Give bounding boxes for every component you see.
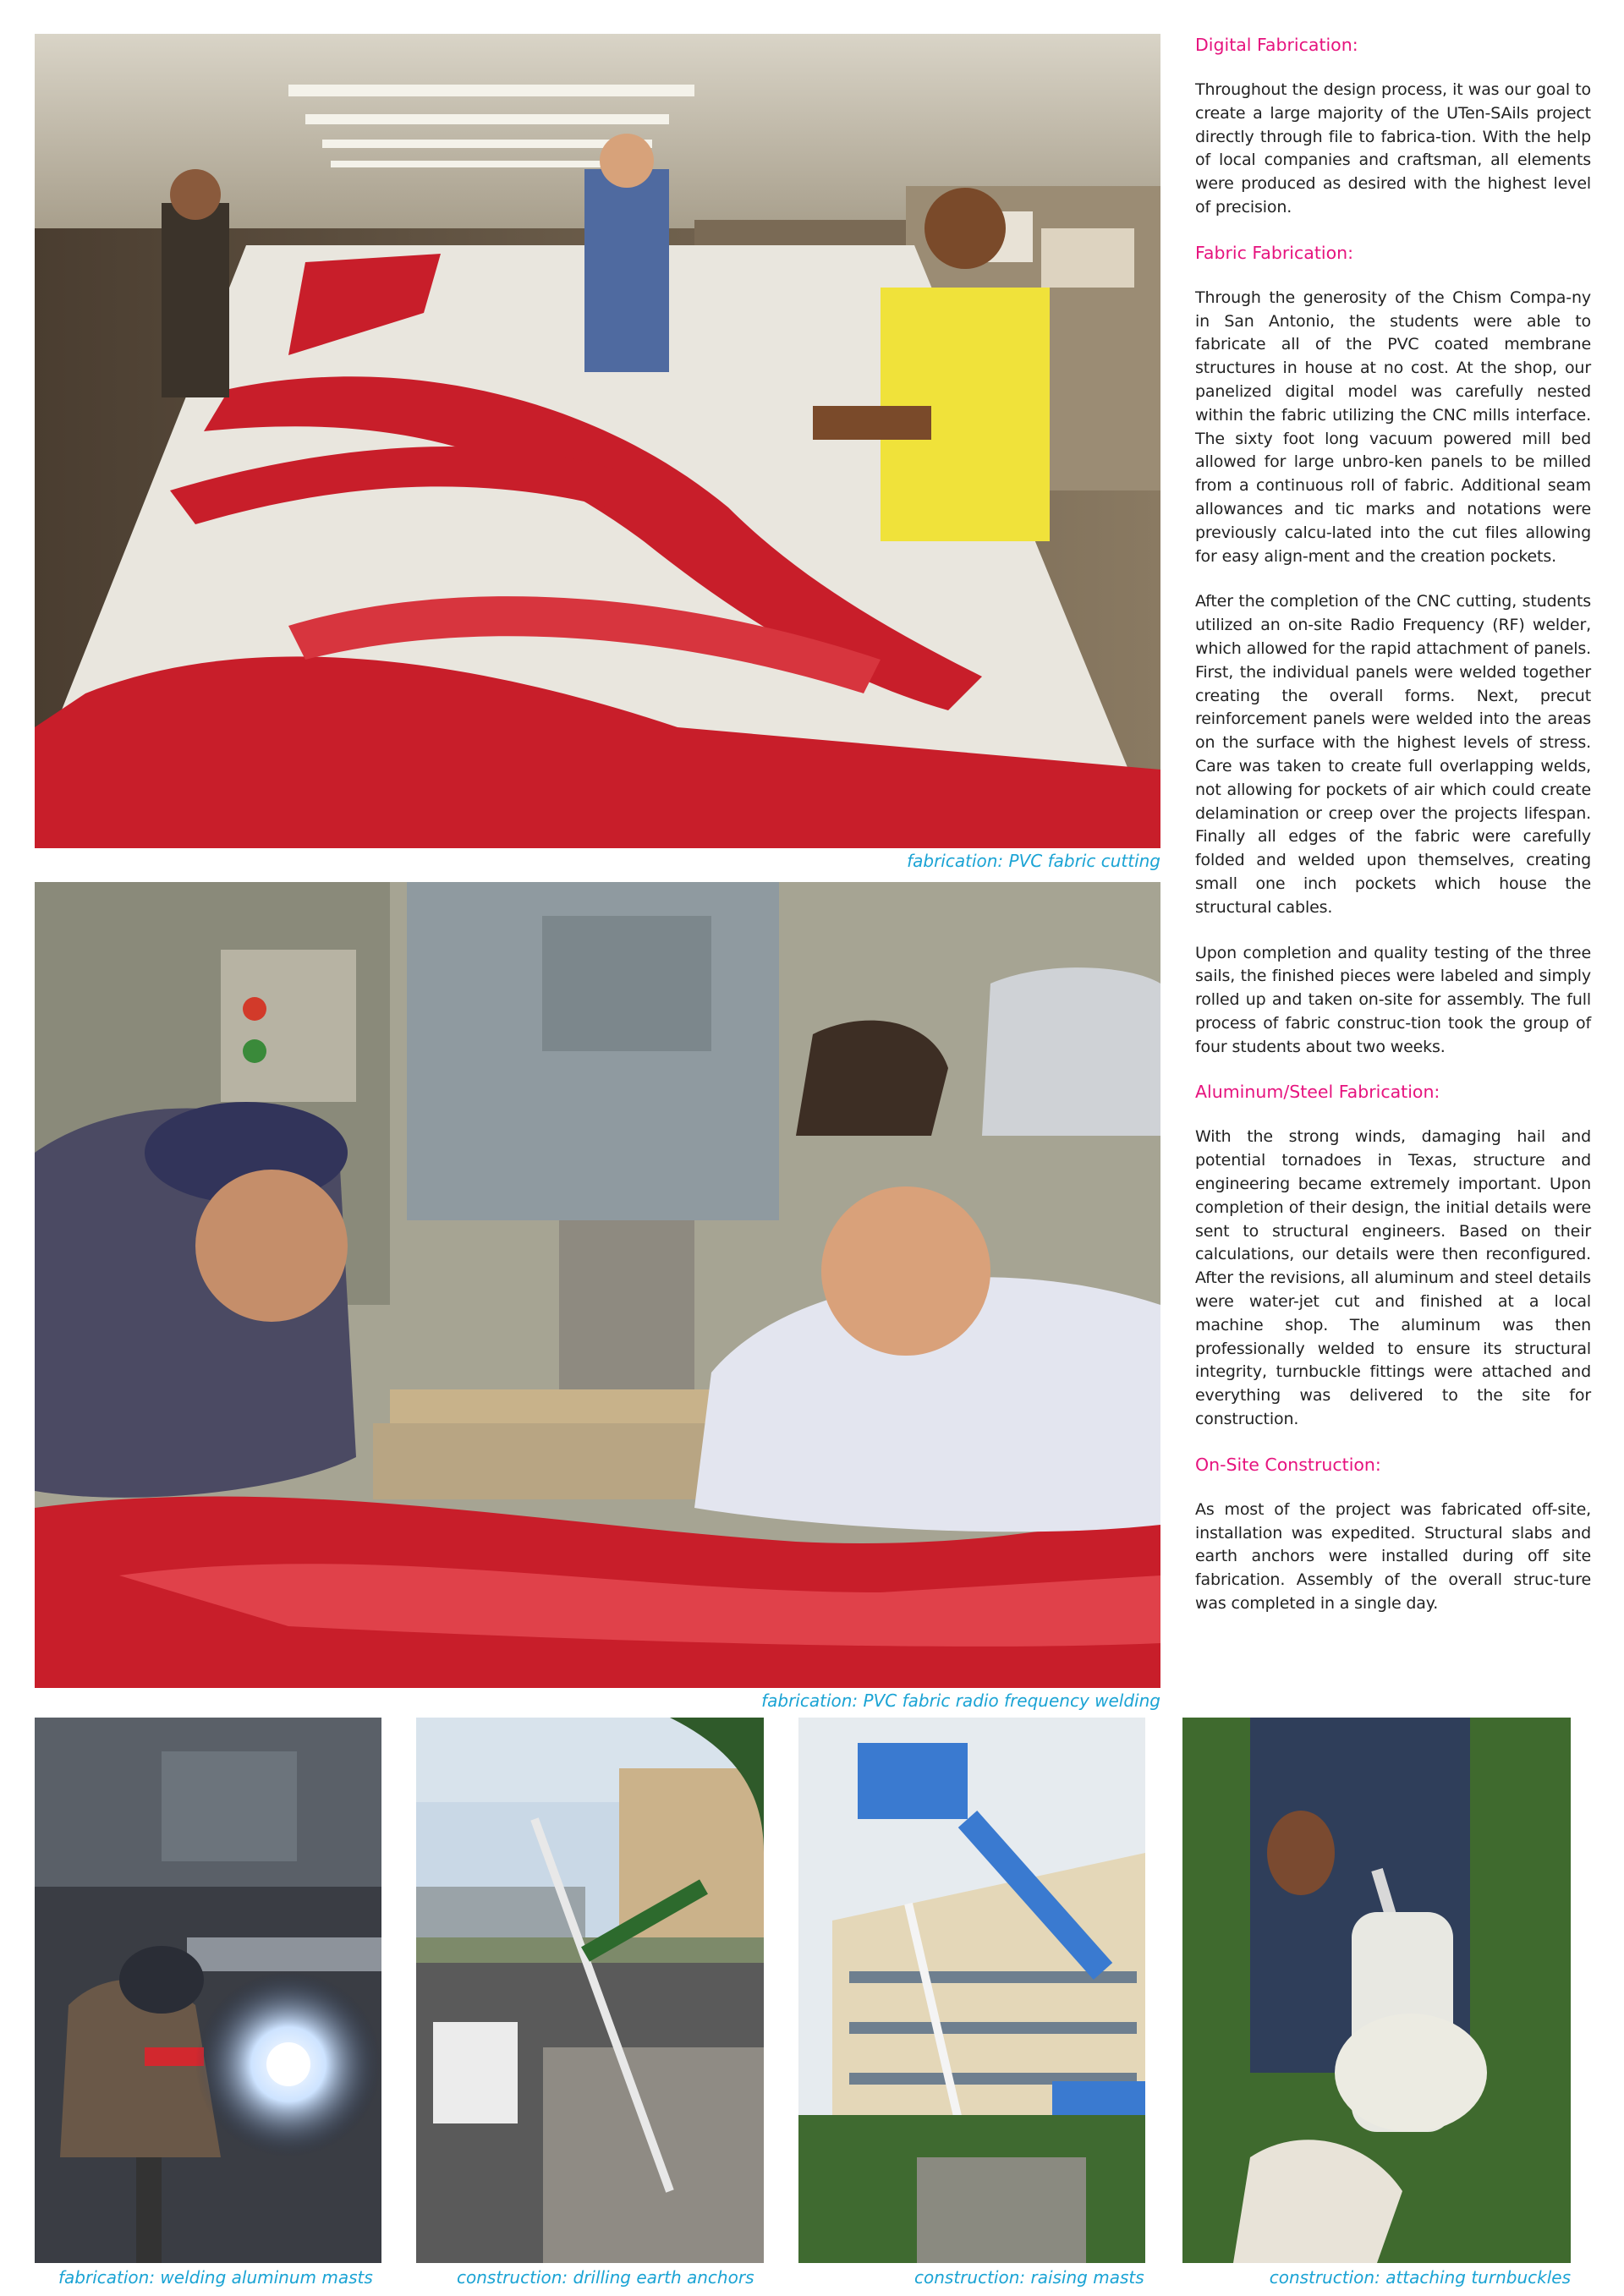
caption-raising-masts: construction: raising masts	[914, 2267, 1144, 2288]
photo-raising-masts-art	[798, 1718, 1145, 2263]
photo-turnbuckles-art	[1182, 1718, 1571, 2263]
para-onsite-construction: As most of the project was fabricated off-site, installation was expedited. Structural slabs and earth anchors were installed during off site fabrication. Assembly of the overall struc-ture was completed in a single day.	[1195, 1499, 1591, 1614]
photo-welding-masts	[35, 1718, 381, 2263]
heading-fabric-fabrication: Fabric Fabrication:	[1195, 242, 1354, 263]
photo-raising-masts	[798, 1718, 1145, 2263]
photo-fabric-cutting-art	[35, 34, 1160, 848]
caption-earth-anchors: construction: drilling earth anchors	[457, 2267, 754, 2288]
para-aluminum-steel: With the strong winds, damaging hail and potential tornadoes in Texas, structure and engineering became extremely important. Upon completion of their design, the initial details were sent to structural engineers. Based on their calculations, our details were then reconfigured. After the revisions, all aluminum and steel details were water-jet cut and finished at a local machine shop. The aluminum was then professionally welded to ensure its structural integrity, turnbuckle fittings were attached and everything was delivered to the site for construction.	[1195, 1127, 1591, 1429]
heading-digital-fabrication: Digital Fabrication:	[1195, 35, 1358, 55]
article-text-column	[1195, 34, 1591, 1638]
photo-earth-anchors-art	[416, 1718, 764, 2263]
photo-earth-anchors	[416, 1718, 764, 2263]
caption-welding-masts: fabrication: welding aluminum masts	[58, 2267, 373, 2288]
heading-aluminum-steel: Aluminum/Steel Fabrication:	[1195, 1082, 1440, 1103]
para-fabric-fabrication-1: Through the generosity of the Chism Compa-ny in San Antonio, the students were able to fabricate all of the PVC coated membrane structures in house at no cost. At the shop, our panelized digital model was carefully nested within the fabric utilizing the CNC mills interface. The sixty foot long vacuum powered mill bed allowed for large unbro-ken panels to be milled from a continuous roll of fabric. Additional seam allowances and tic marks and notations were previously calcu-lated into the cut files allowing for easy align-ment and the creation pockets.	[1195, 288, 1591, 566]
photo-turnbuckles	[1182, 1718, 1571, 2263]
caption-fabric-cutting: fabrication: PVC fabric cutting	[907, 851, 1160, 871]
para-digital-fabrication: Throughout the design process, it was our goal to create a large majority of the UTen-SAils project directly through file to fabrica-tion. With the help of local companies and craftsman, all elements were produced as desired with the highest level of precision.	[1195, 80, 1591, 216]
caption-rf-welding: fabrication: PVC fabric radio frequency welding	[761, 1690, 1160, 1711]
photo-fabric-cutting	[35, 34, 1160, 848]
photo-welding-masts-art	[35, 1718, 381, 2263]
caption-turnbuckles: construction: attaching turnbuckles	[1269, 2267, 1571, 2288]
photo-rf-welding-art	[35, 882, 1160, 1688]
photo-rf-welding	[35, 882, 1160, 1688]
heading-onsite-construction: On-Site Construction:	[1195, 1454, 1381, 1475]
para-fabric-fabrication-3: Upon completion and quality testing of the three sails, the finished pieces were labeled and simply rolled up and taken on-site for assembly. The full process of fabric construc-tion took the group of four students about two weeks.	[1195, 943, 1591, 1056]
para-fabric-fabrication-2: After the completion of the CNC cutting, students utilized an on-site Radio Frequency (RF) welder, which allowed for the rapid attachment of panels. First, the individual panels were welded together creating the overall forms. Next, precut reinforcement panels were welded into the areas on the surface with the highest levels of stress. Care was taken to create full overlapping welds, not allowing for pockets of air which could create delamination or creep over the projects lifespan. Finally all edges of the fabric were carefully folded and welded upon themselves, creating small one inch pockets which house the structural cables.	[1195, 592, 1591, 917]
